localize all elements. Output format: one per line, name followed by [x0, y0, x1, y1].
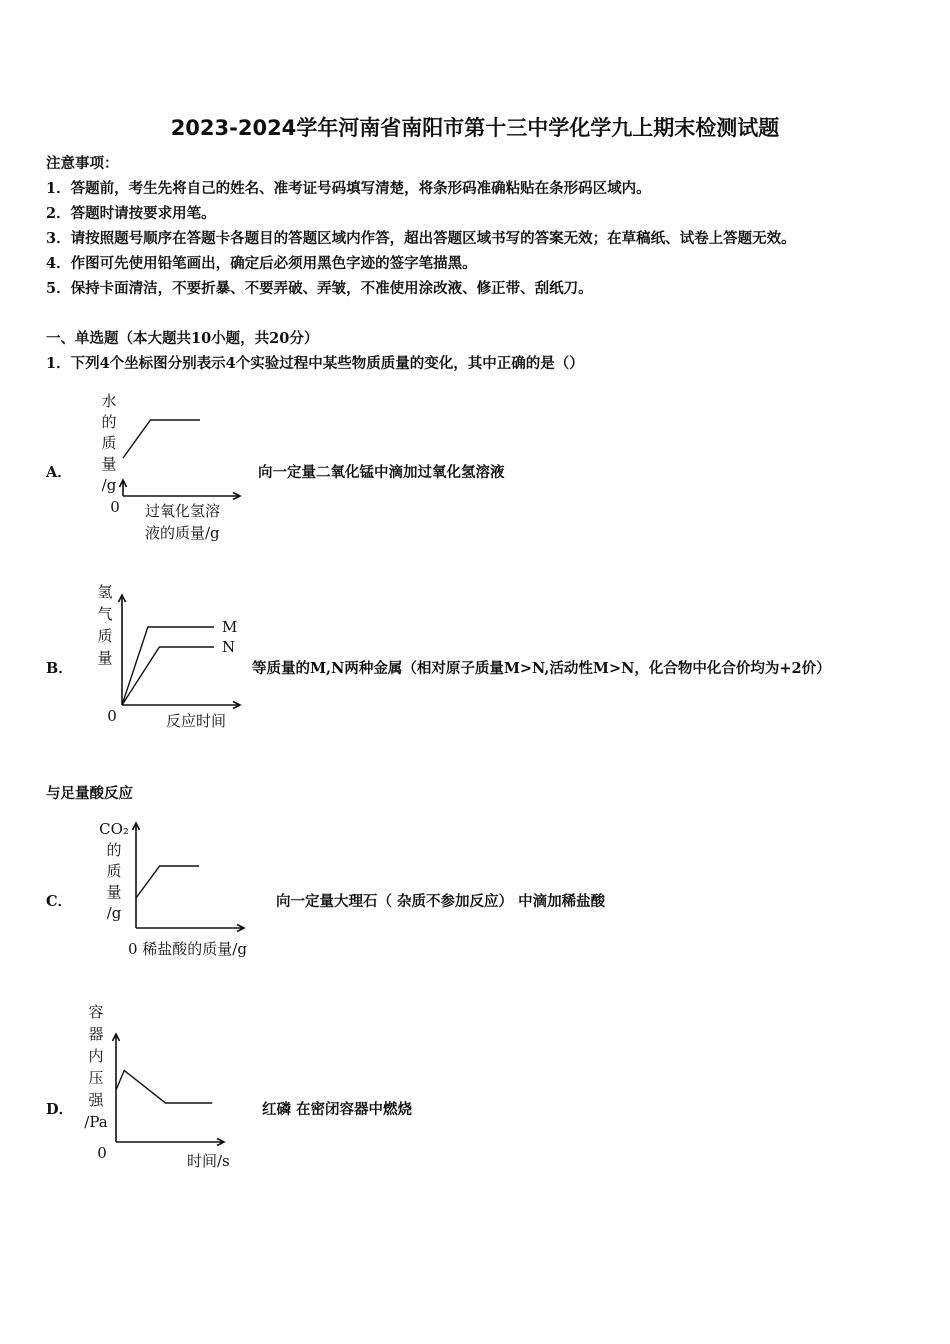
- option-d-description: 红磷 在密闭容器中燃烧: [262, 1101, 413, 1118]
- series-line: [136, 866, 199, 898]
- y-axis-label: 质: [106, 862, 122, 880]
- x-axis-label: 液的质量/g: [145, 524, 220, 542]
- series-line: [122, 647, 214, 705]
- series-label: N: [222, 638, 236, 656]
- axes: [120, 480, 241, 500]
- y-axis-label: 器: [88, 1025, 104, 1043]
- option-c-description: 向一定量大理石（ 杂质不参加反应） 中滴加稀盐酸: [276, 893, 606, 910]
- y-axis-label: 氢: [97, 583, 113, 601]
- y-axis-label: 容: [88, 1003, 104, 1021]
- origin-label: 0: [107, 707, 117, 725]
- option-b-label: B．: [46, 660, 73, 677]
- axes: [133, 823, 245, 932]
- y-axis-label: 强: [88, 1091, 104, 1109]
- series-line: [116, 1071, 212, 1104]
- origin-label: 0: [110, 498, 120, 516]
- note-item-4: 4．作图可先使用铅笔画出，确定后必须用黑色字迹的签字笔描黑。: [46, 255, 477, 272]
- y-axis-label: 的: [101, 413, 117, 431]
- y-axis-label: 压: [88, 1069, 104, 1087]
- option-c-graph: [96, 818, 261, 966]
- y-axis-label: /g: [101, 476, 117, 494]
- x-axis-label: 反应时间: [166, 712, 227, 730]
- x-axis-label: 0 稀盐酸的质量/g: [128, 940, 247, 958]
- note-item-2: 2．答题时请按要求用笔。: [46, 205, 216, 222]
- page-title: 2023-2024学年河南省南阳市第十三中学化学九上期末检测试题: [170, 116, 780, 140]
- y-axis-label: CO₂: [99, 820, 129, 838]
- y-axis-label: 的: [106, 841, 122, 859]
- origin-label: 0: [97, 1144, 107, 1162]
- y-axis-label: 水: [101, 392, 117, 410]
- x-axis-label: 时间/s: [187, 1152, 230, 1170]
- option-c-label: C．: [46, 893, 73, 910]
- axes: [113, 1034, 225, 1146]
- y-axis-label: 气: [97, 605, 113, 623]
- notes-heading: 注意事项：: [46, 155, 119, 172]
- section-heading: 一、单选题（本大题共10小题，共20分）: [46, 330, 319, 347]
- series-line: [122, 627, 214, 705]
- option-a-label: A．: [46, 464, 72, 481]
- series-line: [123, 420, 200, 458]
- y-axis-label: /Pa: [84, 1113, 108, 1131]
- y-axis-label: 量: [106, 883, 122, 901]
- option-a-graph: [95, 390, 245, 550]
- question-stem: 1．下列4个坐标图分别表示4个实验过程中某些物质质量的变化，其中正确的是（）: [46, 355, 584, 372]
- option-d-label: D．: [46, 1101, 74, 1118]
- option-b-graph: [92, 580, 247, 735]
- note-item-3: 3．请按照题号顺序在答题卡各题目的答题区域内作答，超出答题区域书写的答案无效；在草稿纸、试卷上答题无效。: [46, 230, 796, 247]
- series-label: M: [222, 618, 238, 636]
- y-axis-label: 量: [101, 455, 117, 473]
- note-item-1: 1．答题前，考生先将自己的姓名、准考证号码填写清楚，将条形码准确粘贴在条形码区域内。: [46, 180, 651, 197]
- option-b-description: 等质量的M,N两种金属（相对原子质量M>N,活动性M>N，化合物中化合价均为+2价）: [252, 660, 831, 677]
- y-axis-label: 量: [97, 649, 113, 667]
- option-b-continuation: 与足量酸反应: [46, 785, 133, 802]
- note-item-5: 5．保持卡面清洁，不要折暴、不要弄破、弄皱，不准使用涂改液、修正带、刮纸刀。: [46, 280, 593, 297]
- x-axis-label: 过氧化氢溶: [145, 502, 221, 520]
- y-axis-label: 内: [88, 1047, 104, 1065]
- y-axis-label: 质: [97, 627, 113, 645]
- y-axis-label: 质: [101, 434, 117, 452]
- y-axis-label: /g: [106, 904, 122, 922]
- option-a-description: 向一定量二氧化锰中滴加过氧化氢溶液: [258, 464, 505, 481]
- option-d-graph: [84, 1000, 244, 1172]
